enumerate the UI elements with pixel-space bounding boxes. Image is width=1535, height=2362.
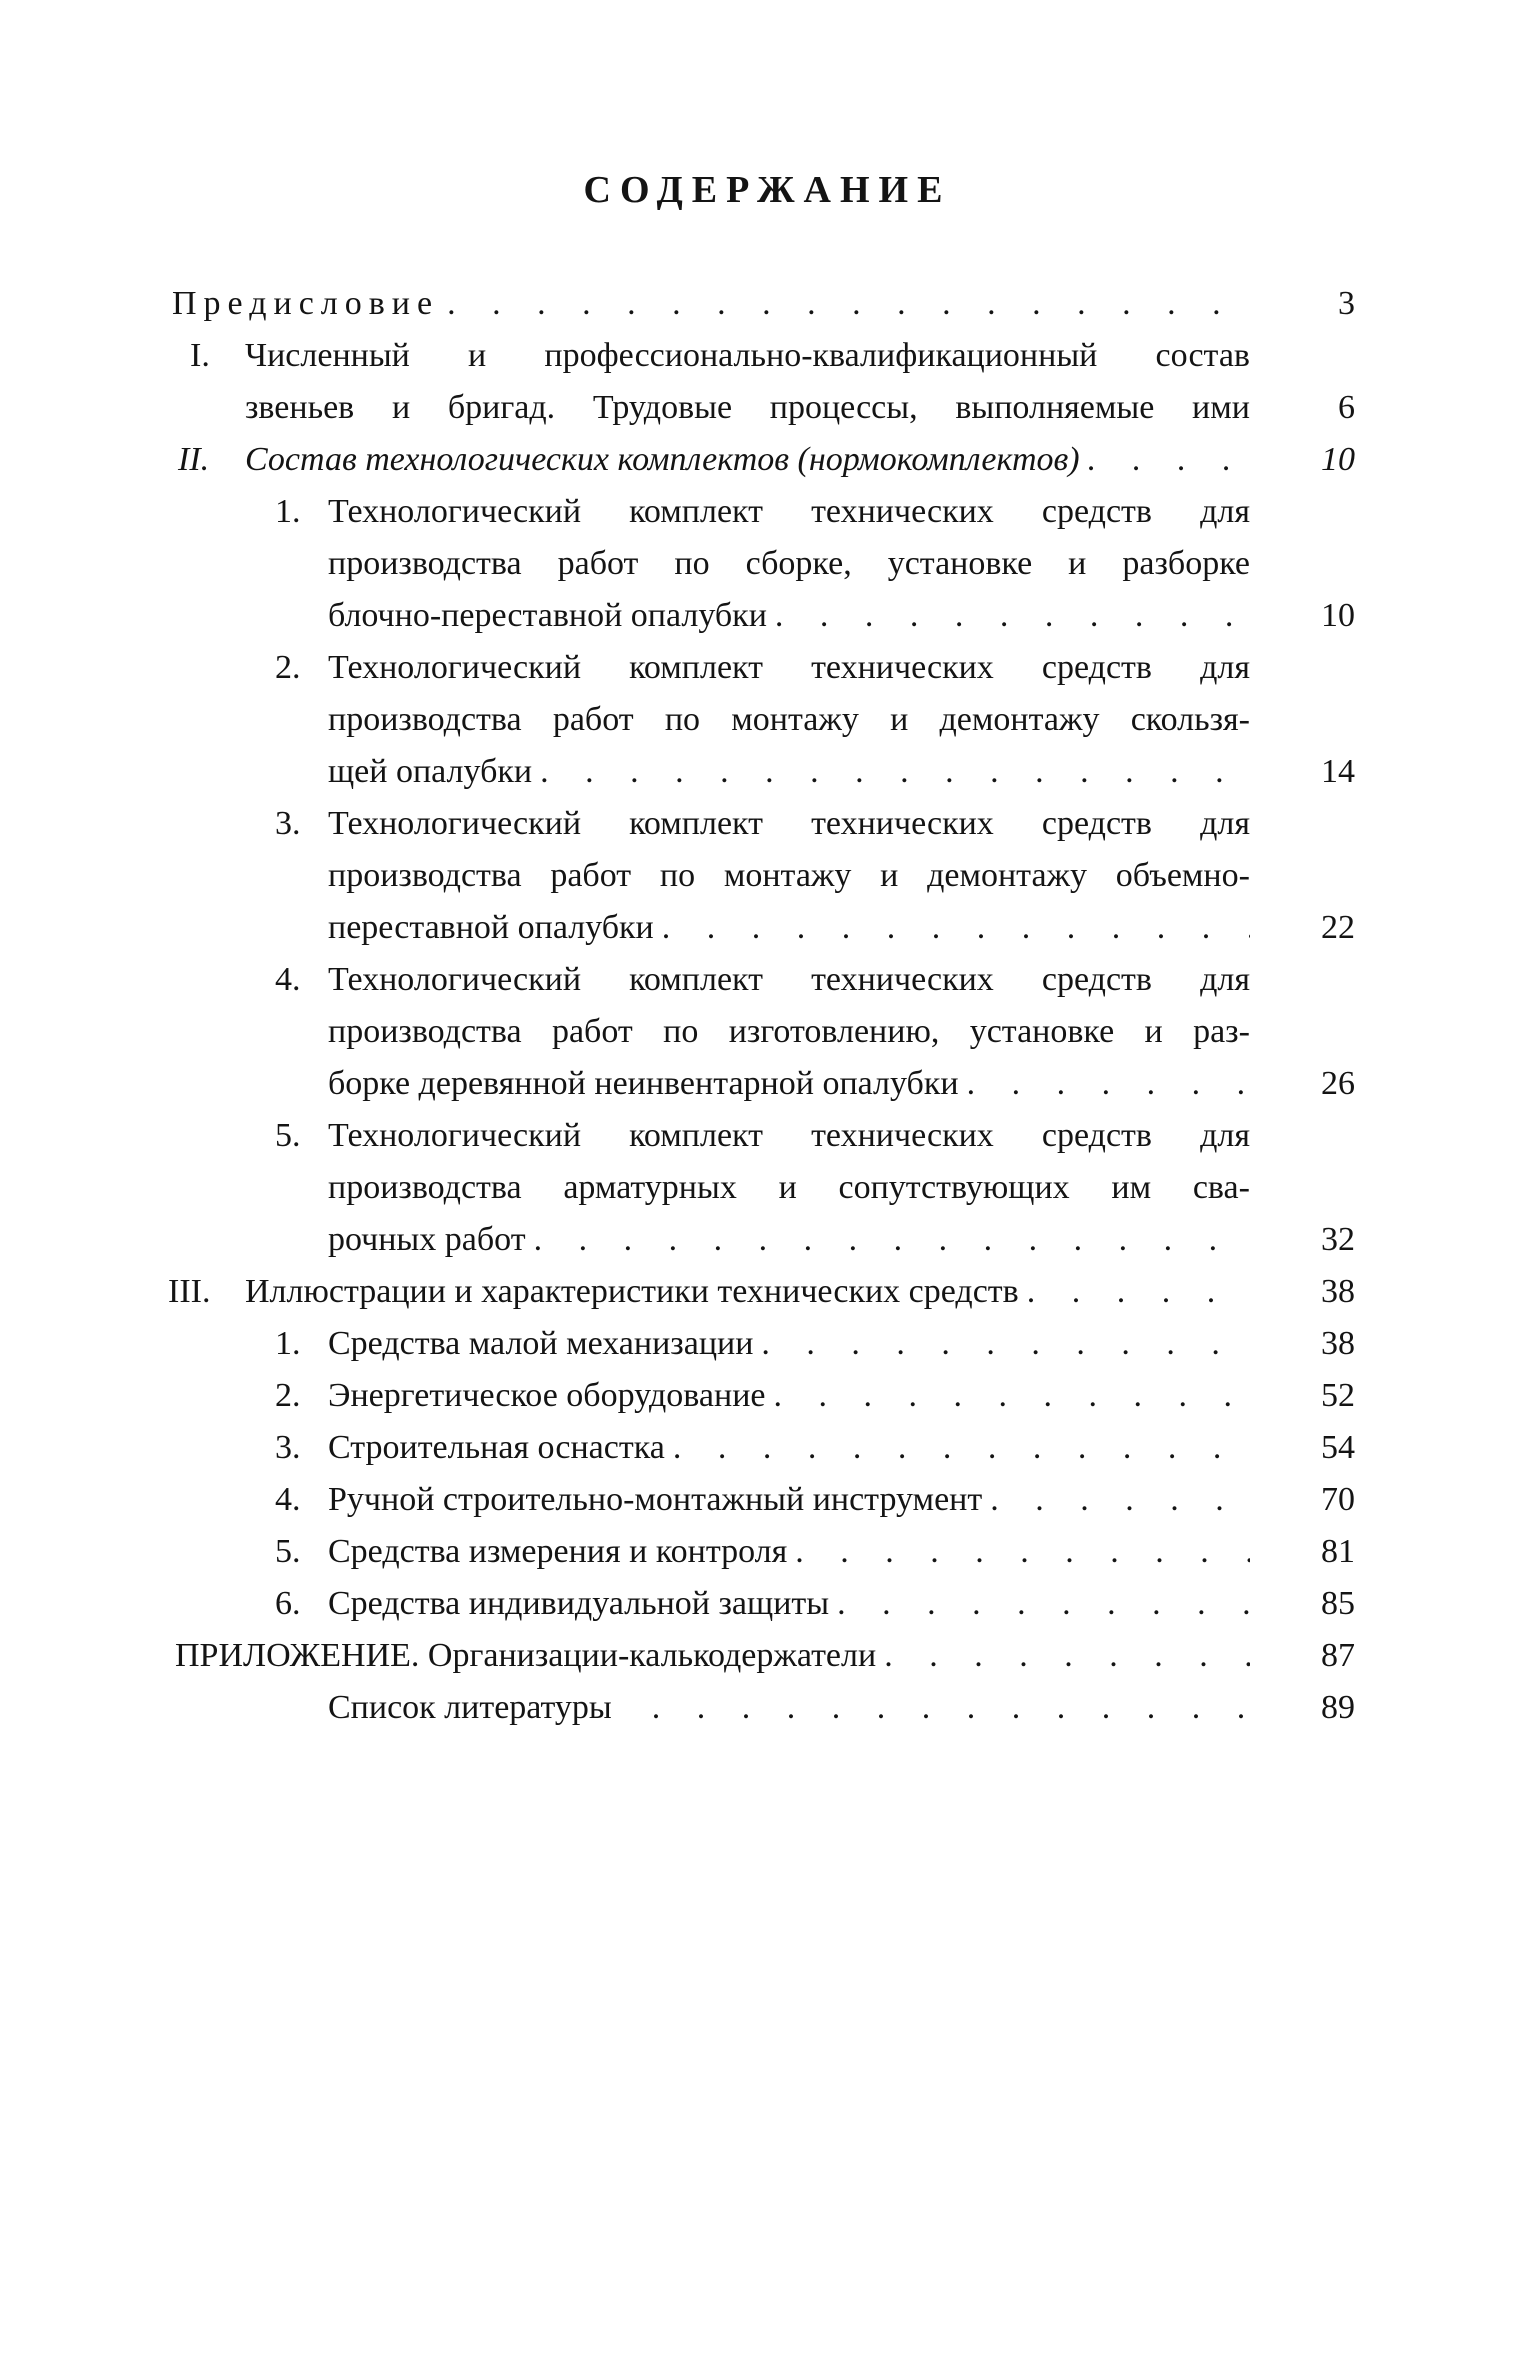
- toc-page-number: 14: [1321, 753, 1355, 790]
- dot-leader: [526, 1214, 1250, 1266]
- dot-leader: [982, 1474, 1250, 1526]
- toc-entry-s3-1[interactable]: Средства малой механизации . . .: [328, 1318, 1250, 1370]
- toc-entry-text: Предисловие: [172, 285, 440, 322]
- toc-entry-appendix[interactable]: ПРИЛОЖЕНИЕ. Организации-калькодержатели . . .: [175, 1630, 1250, 1682]
- dot-leader: [1080, 434, 1250, 486]
- toc-entry-s1-line1[interactable]: Численный и профессионально-квалификационный состав: [245, 337, 1250, 374]
- toc-entry-s1-line2[interactable]: звеньев и бригад. Трудовые процессы, выполняемые ими: [245, 389, 1250, 426]
- toc-page-number: 32: [1321, 1221, 1355, 1258]
- toc-page-number: 81: [1321, 1533, 1355, 1570]
- dot-leader: [532, 746, 1250, 798]
- dot-leader: [767, 590, 1250, 642]
- toc-entry-s2-3-line3[interactable]: переставной опалубки . . .: [328, 902, 1250, 954]
- toc-item-label: 3.: [275, 805, 301, 842]
- dot-leader: [665, 1422, 1250, 1474]
- dot-leader: [787, 1526, 1250, 1578]
- toc-entry-s2-5-line1[interactable]: Технологический комплект технических средств для: [328, 1117, 1250, 1154]
- toc-page-number: 22: [1321, 909, 1355, 946]
- toc-entry-s3-2[interactable]: Энергетическое оборудование . . .: [328, 1370, 1250, 1422]
- toc-page-number: 10: [1321, 597, 1355, 634]
- toc-entry-s2-2-line1[interactable]: Технологический комплект технических средств для: [328, 649, 1250, 686]
- toc-page-number: 52: [1321, 1377, 1355, 1414]
- toc-item-label: 5.: [275, 1533, 301, 1570]
- toc-entry-s2-2-line2[interactable]: производства работ по монтажу и демонтажу скользя-: [328, 701, 1250, 738]
- toc-entry-literature[interactable]: Список литературы . . .: [328, 1682, 1250, 1734]
- toc-section-label: II.: [178, 441, 210, 478]
- toc-entry-s2-4-line3[interactable]: борке деревянной неинвентарной опалубки . . .: [328, 1058, 1250, 1110]
- toc-entry-s2-1-line1[interactable]: Технологический комплект технических средств для: [328, 493, 1250, 530]
- toc-item-label: 1.: [275, 1325, 301, 1362]
- toc-page-number: 10: [1321, 441, 1355, 478]
- toc-item-label: 2.: [275, 649, 301, 686]
- dot-leader: [654, 902, 1250, 954]
- toc-entry-s2-4-line2[interactable]: производства работ по изготовлению, установке и раз-: [328, 1013, 1250, 1050]
- toc-item-label: 4.: [275, 961, 301, 998]
- toc-entry-s3-3[interactable]: Строительная оснастка . . .: [328, 1422, 1250, 1474]
- dot-leader: [439, 278, 1247, 330]
- toc-item-label: 2.: [275, 1377, 301, 1414]
- toc-entry-s2-3-line1[interactable]: Технологический комплект технических средств для: [328, 805, 1250, 842]
- toc-section-label: III.: [168, 1273, 211, 1310]
- toc-item-label: 1.: [275, 493, 301, 530]
- toc-entry-s2-5-line2[interactable]: производства арматурных и сопутствующих им сва-: [328, 1169, 1250, 1206]
- toc-page-number: 26: [1321, 1065, 1355, 1102]
- toc-entry-s3-4[interactable]: Ручной строительно-монтажный инструмент . . .: [328, 1474, 1250, 1526]
- toc-entry-s2-4-line1[interactable]: Технологический комплект технических средств для: [328, 961, 1250, 998]
- toc-entry-s2-5-line3[interactable]: рочных работ . . .: [328, 1214, 1250, 1266]
- toc-page-number: 38: [1321, 1273, 1355, 1310]
- toc-item-label: 6.: [275, 1585, 301, 1622]
- dot-leader: [1019, 1266, 1250, 1318]
- toc-page-number: 85: [1321, 1585, 1355, 1622]
- toc-section-label: I.: [190, 337, 210, 374]
- toc-entry-s2-3-line2[interactable]: производства работ по монтажу и демонтажу объемно-: [328, 857, 1250, 894]
- dot-leader: [612, 1682, 1250, 1734]
- toc-entry-s2-1-line3[interactable]: блочно-переставной опалубки . . .: [328, 590, 1250, 642]
- toc-entry-preface[interactable]: [172, 278, 1247, 330]
- toc-entry-s3-5[interactable]: Средства измерения и контроля . . .: [328, 1526, 1250, 1578]
- toc-entry-s3[interactable]: Иллюстрации и характеристики технических средств . . .: [245, 1266, 1250, 1318]
- toc-page-number: 54: [1321, 1429, 1355, 1466]
- toc-page-number: 87: [1321, 1637, 1355, 1674]
- toc-entry-s3-6[interactable]: Средства индивидуальной защиты . . .: [328, 1578, 1250, 1630]
- toc-page-number: 3: [1338, 285, 1355, 322]
- toc-page-number: 89: [1321, 1689, 1355, 1726]
- dot-leader: [829, 1578, 1250, 1630]
- toc-item-label: 4.: [275, 1481, 301, 1518]
- toc-entry-s2-2-line3[interactable]: щей опалубки . . .: [328, 746, 1250, 798]
- page-title: СОДЕРЖАНИЕ: [583, 169, 952, 211]
- toc-item-label: 3.: [275, 1429, 301, 1466]
- toc-entry-s2[interactable]: Состав технологических комплектов (нормокомплектов) . . .: [245, 434, 1250, 486]
- toc-entry-s2-1-line2[interactable]: производства работ по сборке, установке и разборке: [328, 545, 1250, 582]
- toc-page-number: 6: [1338, 389, 1355, 426]
- toc-item-label: 5.: [275, 1117, 301, 1154]
- dot-leader: [753, 1318, 1250, 1370]
- dot-leader: [959, 1058, 1250, 1110]
- toc-page-number: 38: [1321, 1325, 1355, 1362]
- dot-leader: [876, 1630, 1250, 1682]
- dot-leader: [765, 1370, 1250, 1422]
- toc-page-number: 70: [1321, 1481, 1355, 1518]
